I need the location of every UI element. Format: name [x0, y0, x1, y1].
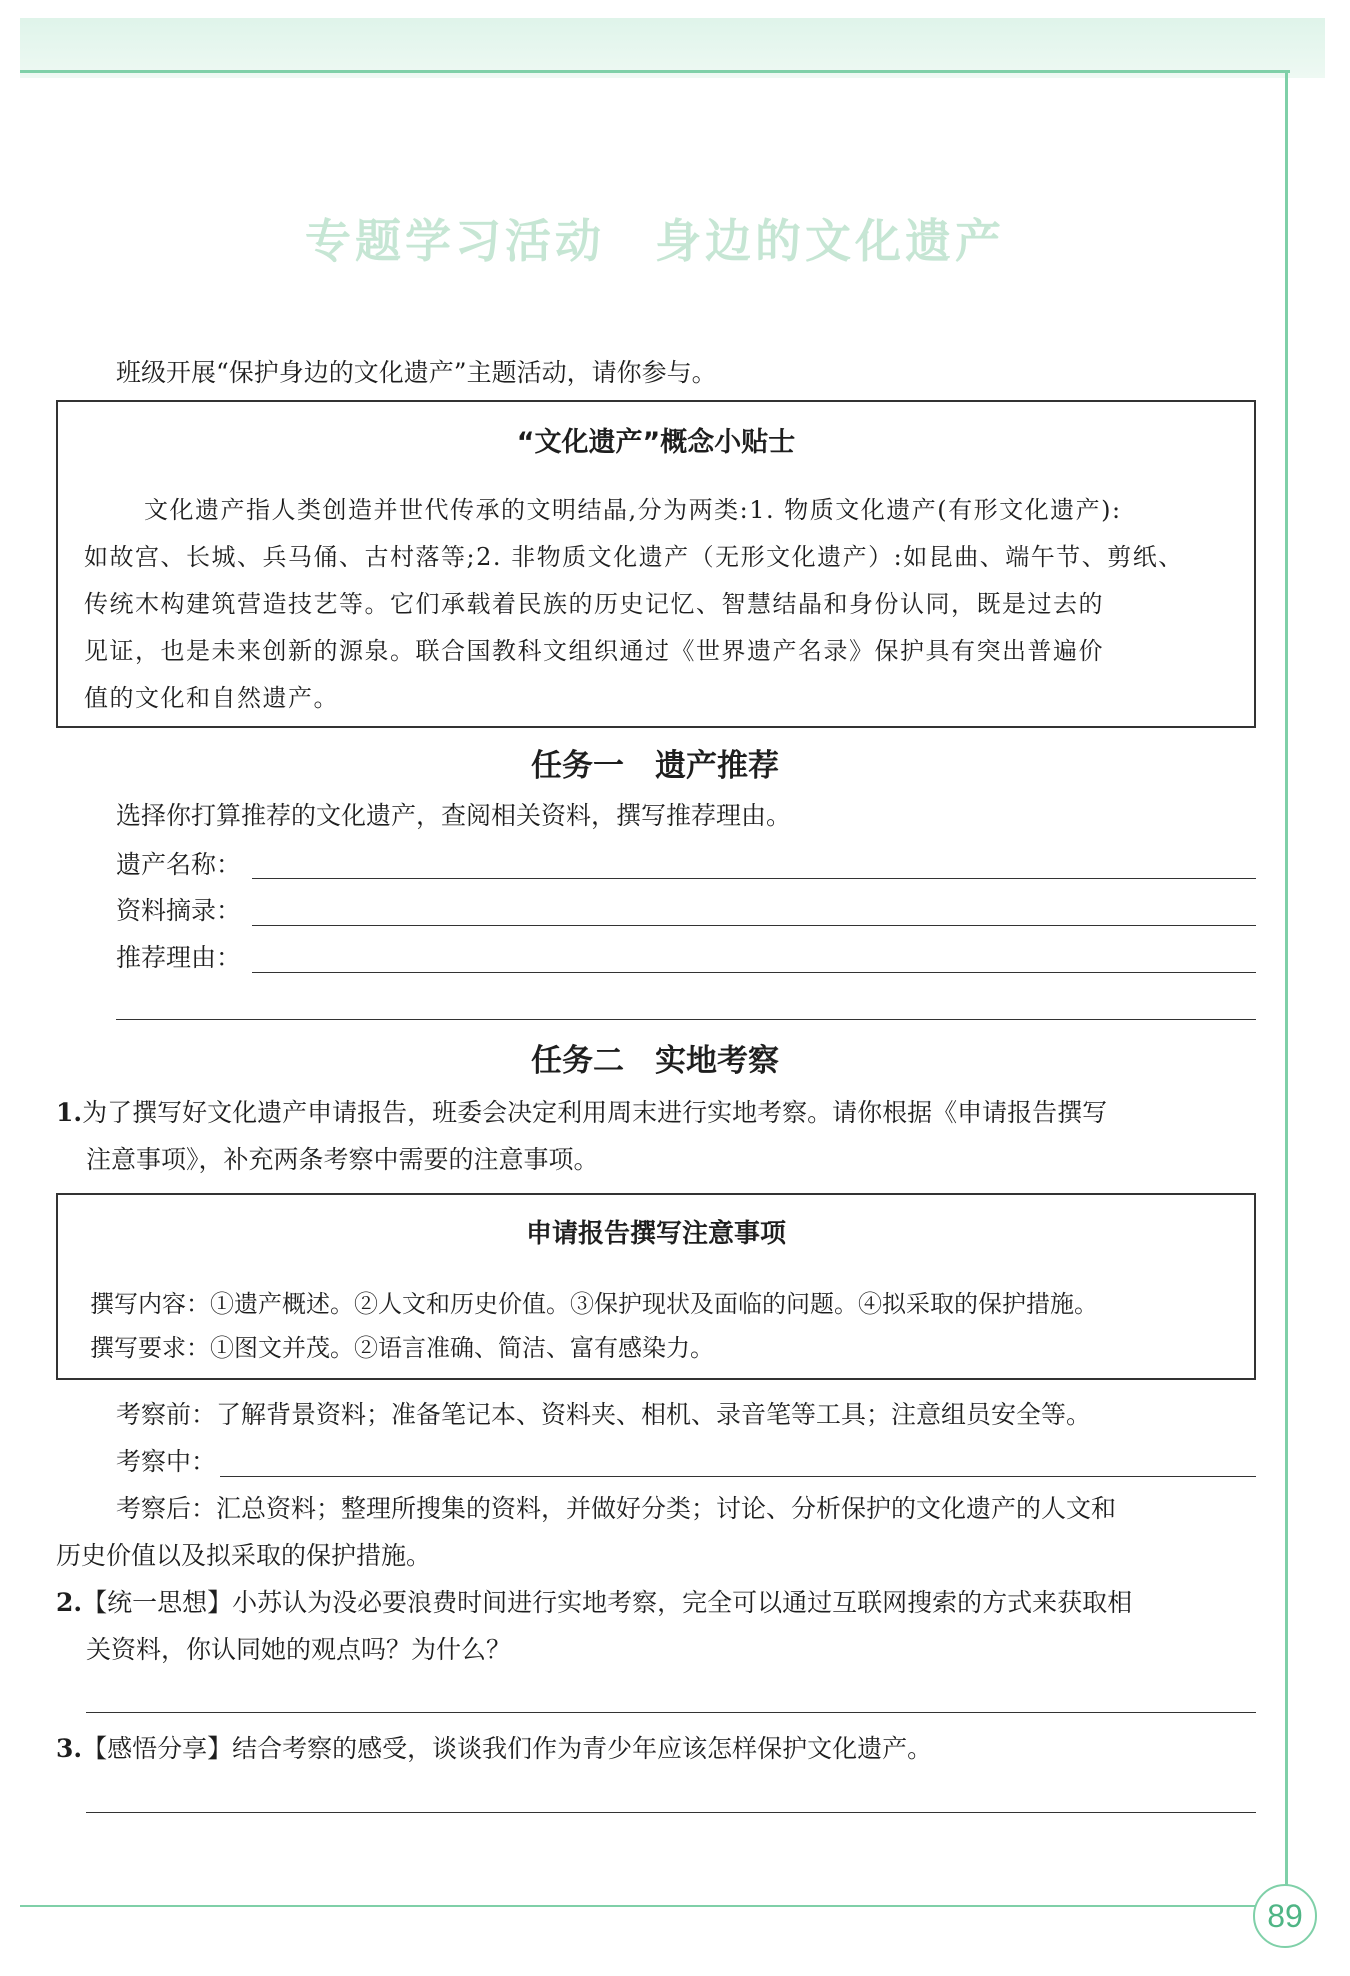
intro-text: 班级开展“保护身边的文化遗产”主题活动，请你参与。 [116, 358, 717, 387]
task2-heading: 任务二 实地考察 [531, 1043, 779, 1079]
question-2-answer-line[interactable] [86, 1712, 1256, 1713]
after-survey-line: 历史价值以及拟采取的保护措施。 [56, 1541, 432, 1570]
reason-answer-line[interactable] [252, 972, 1256, 973]
question-number: 2. [56, 1588, 83, 1617]
task1-heading: 任务一 遗产推荐 [531, 748, 779, 784]
field-label-heritage-name: 遗产名称： [116, 850, 242, 879]
tip-box-heading: “文化遗产”概念小贴士 [516, 427, 796, 458]
header-band [20, 18, 1325, 78]
during-survey-label: 考察中： [116, 1447, 217, 1476]
question-1 [56, 1100, 1107, 1125]
tip-line: 见证，也是未来创新的源泉。联合国教科文组织通过《世界遗产名录》保护具有突出普遍价 [84, 637, 1104, 665]
page-title: 专题学习活动 身边的文化遗产 [305, 214, 1005, 268]
after-survey-line: 考察后：汇总资料；整理所搜集的资料，并做好分类；讨论、分析保护的文化遗产的人文和 [116, 1494, 1117, 1523]
tip-line: 文化遗产指人类创造并世代传承的文明结晶,分为两类:1. 物质文化遗产(有形文化遗产): [144, 496, 1122, 524]
tip-line: 如故宫、长城、兵马俑、古村落等;2. 非物质文化遗产（无形文化遗产）:如昆曲、端午节、剪纸、 [84, 543, 1184, 571]
question-number: 1. [56, 1098, 83, 1127]
question-3 [56, 1736, 932, 1761]
page-frame-right [1285, 70, 1288, 1900]
notes-box-heading: 申请报告撰写注意事项 [525, 1219, 786, 1249]
page-frame-top [20, 70, 1290, 73]
field-label-reason: 推荐理由： [116, 943, 242, 972]
page-frame-bottom [20, 1905, 1260, 1907]
heritage-name-answer-line[interactable] [252, 878, 1256, 879]
reason-answer-line-2[interactable] [116, 1019, 1256, 1020]
question-3-line: 【感悟分享】结合考察的感受，谈谈我们作为青少年应该怎样保护文化遗产。 [82, 1734, 933, 1763]
field-label-excerpt: 资料摘录： [116, 896, 242, 925]
question-2 [56, 1590, 1132, 1615]
question-3-answer-line[interactable] [86, 1812, 1256, 1813]
notes-content-line: 撰写内容：①遗产概述。②人文和历史价值。③保护现状及面临的问题。④拟采取的保护措施。 [90, 1290, 1098, 1318]
question-1-line: 注意事项》，补充两条考察中需要的注意事项。 [86, 1145, 599, 1174]
question-2-line: 【统一思想】小苏认为没必要浪费时间进行实地考察，完全可以通过互联网搜索的方式来获取相 [82, 1588, 1133, 1617]
question-2-line: 关资料，你认同她的观点吗？为什么？ [86, 1635, 512, 1664]
page-number: 89 [1253, 1884, 1317, 1948]
notes-requirement-line: 撰写要求：①图文并茂。②语言准确、简洁、富有感染力。 [90, 1334, 714, 1362]
question-1-line: 为了撰写好文化遗产申请报告，班委会决定利用周末进行实地考察。请你根据《申请报告撰写 [82, 1098, 1108, 1127]
tip-line: 值的文化和自然遗产。 [84, 684, 339, 712]
task1-instruction: 选择你打算推荐的文化遗产，查阅相关资料，撰写推荐理由。 [116, 801, 792, 830]
during-survey-answer-line[interactable] [220, 1476, 1256, 1477]
before-survey-text: 考察前：了解背景资料；准备笔记本、资料夹、相机、录音笔等工具；注意组员安全等。 [116, 1400, 1092, 1429]
excerpt-answer-line[interactable] [252, 925, 1256, 926]
question-number: 3. [56, 1734, 83, 1763]
tip-line: 传统木构建筑营造技艺等。它们承载着民族的历史记忆、智慧结晶和身份认同，既是过去的 [84, 590, 1104, 618]
